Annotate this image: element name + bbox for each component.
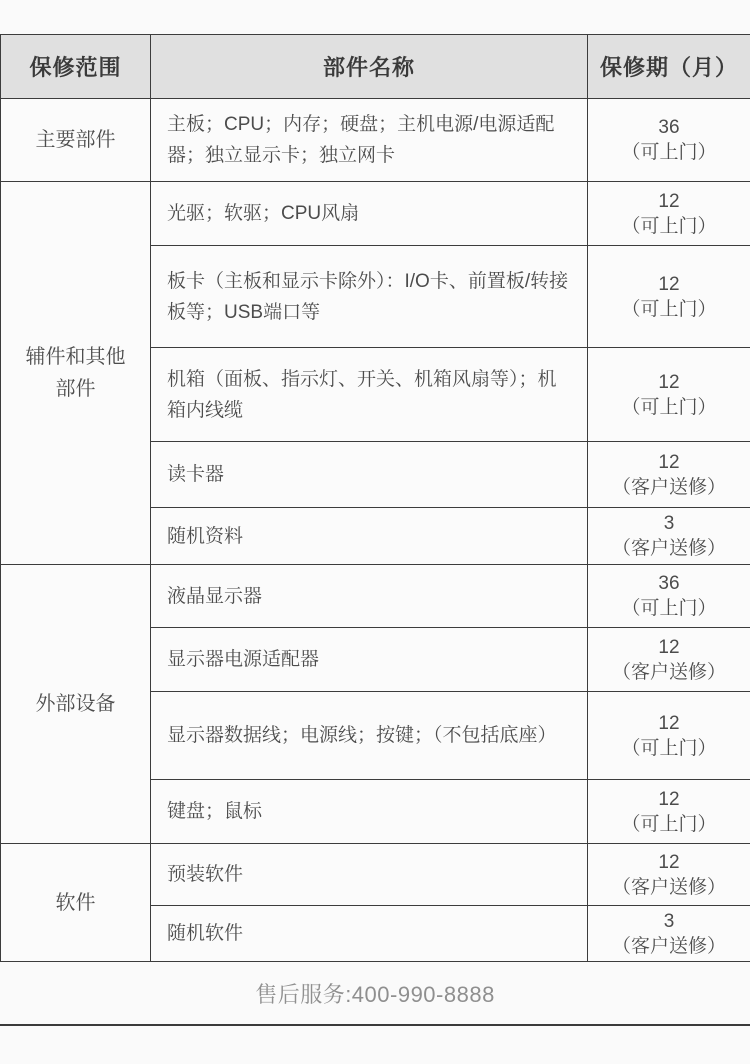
group-label-software: 软件: [1, 844, 151, 962]
group-label-external-devices: 外部设备: [1, 565, 151, 844]
period-service: （可上门）: [621, 396, 717, 418]
period-months: 12: [658, 190, 680, 212]
period-cell: [588, 348, 750, 442]
header-row: [1, 35, 750, 99]
period-months: 12: [658, 712, 680, 734]
period-cell: [588, 182, 750, 246]
period-service: （客户送修）: [611, 538, 726, 559]
after-sales-footer: [0, 962, 750, 1026]
period-cell: [588, 246, 750, 348]
part-cell: 随机软件: [151, 906, 588, 962]
period-cell: [588, 844, 750, 906]
period-cell: [588, 692, 750, 780]
period-service: （可上门）: [621, 142, 717, 163]
table-row: [1, 565, 750, 628]
part-cell: 机箱（面板、指示灯、开关、机箱风扇等）；机箱内线缆: [151, 348, 588, 442]
period-service: （可上门）: [621, 813, 717, 835]
period-months: 12: [658, 451, 680, 473]
period-service: （可上门）: [621, 737, 717, 759]
table-row: [1, 182, 750, 246]
part-cell: 读卡器: [151, 442, 588, 508]
period-service: （可上门）: [621, 215, 717, 237]
warranty-table: [0, 34, 750, 962]
after-sales-service-text: 售后服务:400-990-8888: [255, 981, 495, 1007]
period-months: 12: [658, 636, 680, 658]
period-cell: [588, 565, 750, 628]
period-months: 12: [658, 788, 680, 810]
period-service: （客户送修）: [611, 661, 726, 683]
period-months: 12: [658, 851, 680, 873]
col-header-part: 部件名称: [151, 35, 588, 99]
group-label-accessories: 辅件和其他部件: [1, 182, 151, 565]
period-months: 3: [663, 513, 675, 534]
part-cell: 显示器数据线；电源线；按键；（不包括底座）: [151, 692, 588, 780]
period-cell: [588, 628, 750, 692]
period-service: （客户送修）: [611, 476, 726, 498]
group-label-main-parts: 主要部件: [1, 99, 151, 182]
part-cell: 光驱；软驱；CPU风扇: [151, 182, 588, 246]
period-cell: [588, 780, 750, 844]
period-service: （客户送修）: [611, 935, 726, 957]
part-cell: 随机资料: [151, 508, 588, 565]
period-months: 3: [663, 910, 675, 932]
part-cell: 液晶显示器: [151, 565, 588, 628]
period-cell: [588, 508, 750, 565]
period-months: 36: [658, 117, 680, 138]
col-header-period: 保修期（月）: [588, 35, 750, 99]
table-row: [1, 844, 750, 906]
part-cell: 板卡（主板和显示卡除外）：I/O卡、前置板/转接板等；USB端口等: [151, 246, 588, 348]
period-months: 36: [658, 573, 680, 594]
table-row: [1, 99, 750, 182]
period-service: （可上门）: [621, 598, 717, 619]
period-months: 12: [658, 371, 680, 393]
warranty-sheet: [0, 34, 750, 1026]
period-service: （可上门）: [621, 298, 717, 320]
part-cell: 键盘；鼠标: [151, 780, 588, 844]
part-cell: 主板；CPU；内存；硬盘；主机电源/电源适配器；独立显示卡；独立网卡: [151, 99, 588, 182]
col-header-scope: 保修范围: [1, 35, 151, 99]
period-cell: [588, 906, 750, 962]
period-service: （客户送修）: [611, 876, 726, 898]
period-cell: [588, 99, 750, 182]
part-cell: 预装软件: [151, 844, 588, 906]
period-cell: [588, 442, 750, 508]
part-cell: 显示器电源适配器: [151, 628, 588, 692]
period-months: 12: [658, 273, 680, 295]
